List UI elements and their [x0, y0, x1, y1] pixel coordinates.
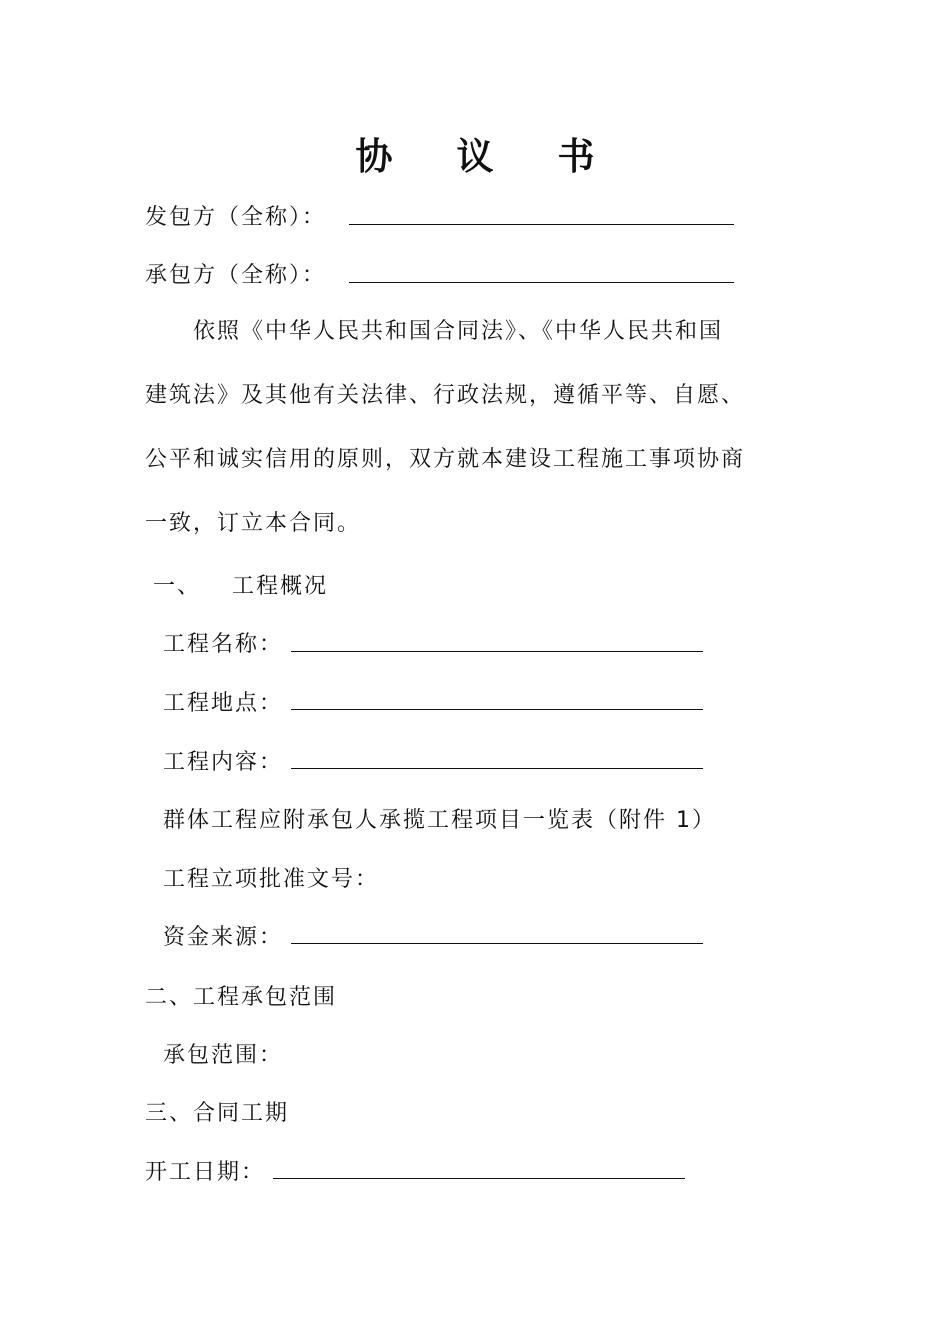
intro-paragraph [145, 300, 810, 556]
title-char-3: 书 [557, 135, 595, 178]
contractor-label: 承包方（全称）： [145, 263, 327, 288]
project-content-blank[interactable] [291, 768, 703, 769]
funding-source-blank[interactable] [291, 943, 703, 944]
approval-number-label: 工程立项批准文号： [163, 867, 380, 892]
section3-heading: 三、合同工期 [145, 1101, 290, 1126]
project-location-blank[interactable] [291, 709, 703, 710]
start-date-label: 开工日期： [145, 1160, 266, 1185]
employer-name-blank[interactable] [349, 224, 734, 225]
intro-line: 一致，订立本合同。 [145, 511, 362, 536]
section2-heading: 二、工程承包范围 [145, 985, 338, 1010]
section1-heading: 工程概况 [232, 574, 329, 599]
document-title [0, 126, 950, 180]
project-name-label: 工程名称： [163, 632, 284, 657]
employer-label: 发包方（全称）： [145, 205, 327, 230]
project-content-label: 工程内容： [163, 750, 284, 775]
contractor-name-blank[interactable] [349, 282, 734, 283]
project-name-blank[interactable] [291, 651, 703, 652]
intro-line: 建筑法》及其他有关法律、行政法规，遵循平等、自愿、 [145, 383, 746, 408]
group-project-note: 群体工程应附承包人承揽工程项目一览表（附件 1） [163, 808, 716, 833]
intro-line: 公平和诚实信用的原则，双方就本建设工程施工事项协商 [145, 447, 746, 472]
scope-label: 承包范围： [163, 1043, 284, 1068]
title-char-2: 议 [456, 135, 494, 178]
project-location-label: 工程地点： [163, 691, 284, 716]
start-date-blank[interactable] [273, 1178, 685, 1179]
funding-source-label: 资金来源： [163, 925, 284, 950]
intro-line: 依照《中华人民共和国合同法》、《中华人民共和国 [145, 319, 724, 344]
title-char-1: 协 [355, 135, 393, 178]
section1-number: 一、 [153, 574, 202, 599]
